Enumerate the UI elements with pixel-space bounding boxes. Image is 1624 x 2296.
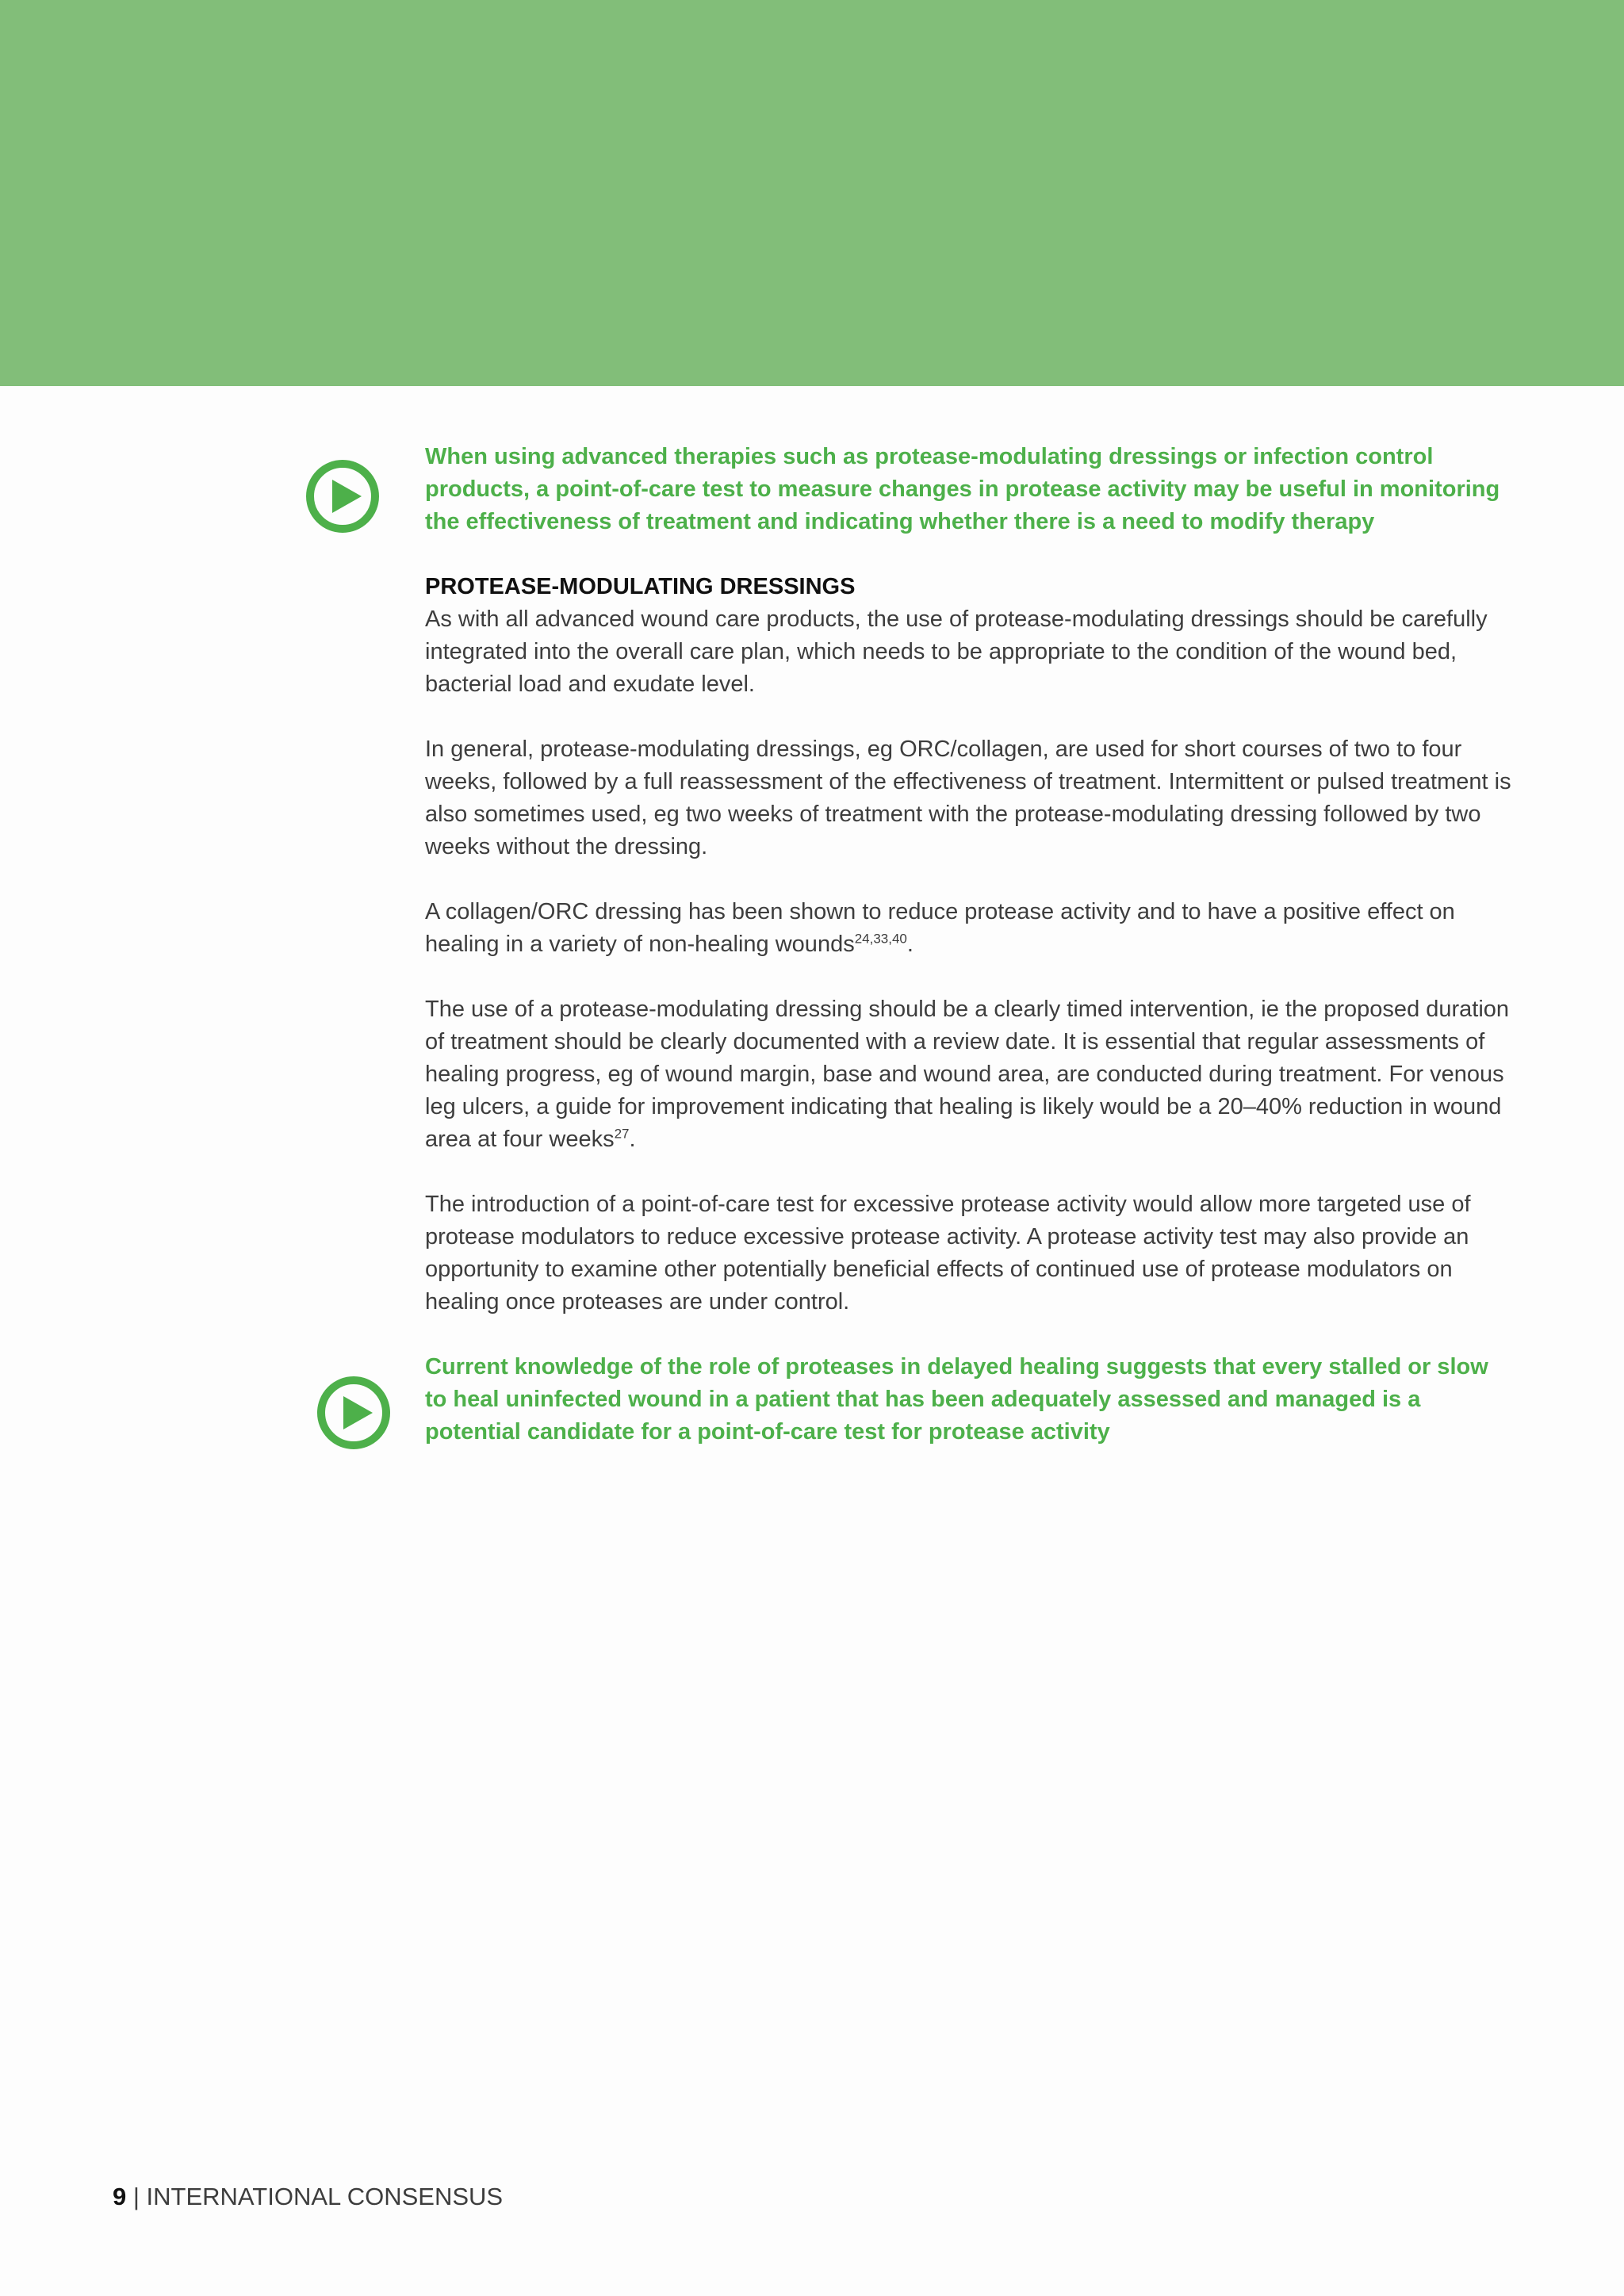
paragraph-3 (425, 896, 1511, 961)
citation-ref: 24,33,40 (854, 931, 907, 947)
key-point-2: Current knowledge of the role of proteases in delayed healing suggests that every stalled or slow to heal uninfected wound in a patient that has been adequately assessed and managed is a potential candidate for a point-of-care test for protease activity (425, 1354, 1488, 1445)
key-point-1: When using advanced therapies such as protease-modulating dressings or infection control products, a point-of-care test to measure changes in protease activity may be useful in monitoring the effectiveness of treatment and indicating whether there is a need to modify therapy (425, 444, 1500, 534)
main-content (425, 441, 1511, 1448)
play-circle-icon (316, 1375, 392, 1451)
paragraph-5: The introduction of a point-of-care test for excessive protease activity would allow more targeted use of protease modulators to reduce excessive protease activity. A protease activity test may also provide an opportunity to examine other potentially beneficial effects of continued use of protease modulators on healing once proteases are under control. (425, 1192, 1471, 1314)
footer-separator: | (126, 2183, 147, 2210)
header-color-band (0, 0, 1624, 386)
section-heading: PROTEASE-MODULATING DRESSINGS (425, 574, 856, 599)
footer-label: INTERNATIONAL CONSENSUS (146, 2183, 504, 2210)
citation-ref: 27 (614, 1126, 630, 1142)
play-circle-icon (304, 458, 381, 534)
page-number: 9 (113, 2183, 127, 2210)
paragraph-4-text: The use of a protease-modulating dressing should be a clearly timed intervention, ie the proposed duration of treatment should be clearly documented with a review date. It is essential that regular assessments of healing progress, eg of wound margin, base and wound area, are conducted during treatment. For venous leg ulcers, a guide for improvement indicating that healing is likely would be a 20–40% reduction in wound area at four weeks (425, 997, 1510, 1152)
paragraph-3-text: A collagen/ORC dressing has been shown to reduce protease activity and to have a positive effect on healing in a variety of non-healing wounds (425, 899, 1455, 957)
paragraph-2: In general, protease-modulating dressings, eg ORC/collagen, are used for short courses of two to four weeks, followed by a full reassessment of the effectiveness of treatment. Intermittent or pulsed treatment is also sometimes used, eg two weeks of treatment with the protease-modulating dressing followed by two weeks without the dressing. (425, 737, 1511, 859)
paragraph-4-end: . (629, 1127, 636, 1152)
paragraph-4 (425, 993, 1511, 1156)
paragraph-3-end: . (906, 932, 914, 957)
page-footer (113, 2181, 503, 2213)
paragraph-1: As with all advanced wound care products, the use of protease-modulating dressings should be carefully integrated into the overall care plan, which needs to be appropriate to the condition of the wound bed, bacterial load and exudate level. (425, 607, 1488, 697)
